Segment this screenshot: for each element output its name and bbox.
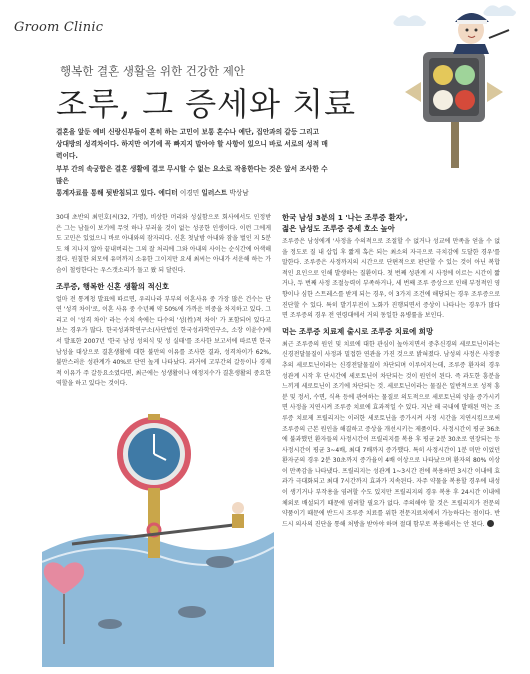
section-heading: 한국 남성 3분의 1 '나는 조루증 환자', 젊은 남성도 조루증 증세 호소 높아: [282, 213, 408, 233]
traffic-light-illustration: [385, 0, 525, 168]
illustrator-name: 박상남: [229, 189, 249, 198]
body-paragraph: [282, 340, 500, 531]
left-column: [56, 213, 271, 394]
body-paragraph: 조루증은 남성에게 '사정을 수의적으로 조절할 수 없거나 성교에 만족을 얻을 수 없을 정도로 질 내 삽입 후 짧게 혹은 되는 최소의 자극으로 극치감에 도달한 경우'를 말한다. 조루증은 사정까지의 시간으로 단편적으로 판단할 수 있는 것이 아닌 복합적인 요인으로 인해 발생하는 질환이다. 첫 번째 성관계 시 사정에 이르는 시간이 짧거나, 두 번째 사정 조절능력이 부족하거나, 세 번째 조루 증상으로 인해 부정적인 영향이나 심한 스트레스를 받게 되는 경우, 이 3가지 조건에 해당되는 경우 조루증으로 진단할 수 있다. 특히 발기부전이 노화가 진행되면서 증상이 나타나는 경우가 많다면 조루증의 경우 전 연령대에서 거의 동일한 유병률을 보인다.: [282, 238, 500, 320]
body-text: 최근 조루증의 원인 및 치료에 대한 관심이 높아지면서 중추신경의 세로토닌이라는 신경전달물질이 사정과 밀접한 연관을 가진 것으로 밝혀졌다. 남성의 사정은 사정중추의 세로토닌이라는 신경전달물질이 차단되며 이루어지는데, 조루증 환자의 경우 성관계 시작 후 단시간에 세로토닌이 차단되는 것이 원인이 된다. 즉 과도한 흥분을 느끼게 세로토닌이 조기에 차단되는 것. 세로토닌이라는 물질은 일반적으로 성적 흥분 및 정서, 수면, 식욕 등에 관여하는 물질로 의도적으로 세로토닌의 양을 증가시키면 사정을 지연시켜 조루증 치료에 효과적일 수 있다. 지난 해 국내에 발매된 먹는 조루증 치료제 프릴리지는 이러한 세로토닌을 증가시켜 사정 시간을 지연시킴으로써 조루증의 근본 원인을 해결하고 증상을 개선시키는 제품이다. 사정시간이 평균 36초에 불과했던 환자들의 사정시간이 프릴리지를 복용 후 평균 2분 30초로 연장되는 등 사정시간이 평균 3~4배, 최대 7배까지 증가했다. 특히 사정시간이 1분 미만 이었던 환자군의 경우 2분 30초까지 증가율이 4배 이상으로 나타났으며 환자의 80% 이상이 만족감을 나타냈다. 프릴리지는 성관계 1~3시간 전에 복용하면 3시간 이내에 효과가 극대화되고 최대 7시간까지 효과가 지속된다. 자주 약물을 복용할 경우에 내성이 생기거나 부작용을 염려할 수도 있지만 프릴리지의 경우 복용 후 24시간 이내에 체외로 배설되기 때문에 염려할 필요가 없다. 주의해야 할 것은 프릴리지가 전문의약품이기 때문에 반드시 조루증 치료를 위한 전문지료처에서 가능하다는 점이다. 반드시 의사의 진단을 통해 처방을 받아야 하며 절대 함부로 복용해서는 안 된다.: [282, 340, 500, 528]
illustrator-label: 일러스트: [201, 189, 228, 198]
lead-line: 결혼을 앞둔 예비 신랑신부들이 흔히 하는 고민이 보통 혼수나 예단, 집안과의 갈등 그리고: [56, 128, 320, 136]
article-subtitle: 행복한 결혼 생활을 위한 건강한 제안: [60, 64, 245, 78]
right-column: [282, 212, 500, 534]
article-title: 조루, 그 증세와 치료: [56, 85, 356, 123]
section-tag: Groom Clinic: [14, 20, 104, 35]
scale-illustration: [42, 412, 274, 667]
end-mark-icon: [487, 520, 494, 527]
lead-line-text: 통계자료를 통해 뒷받침되고 있다.: [56, 189, 156, 198]
editor-name: 이경민: [179, 189, 200, 198]
body-paragraph: 30대 초반의 최민호(씨(32, 가명), 비상한 머리와 성실함으로 회사에서도 인정받은 그는 남들이 보기에 무엇 하나 부러울 것이 없는 성공한 인생이다. 이런 그에게도 고민은 있었으니 바로 아내와의 잠자리다. 신혼 첫날밤 아내와 잠을 벌인 지 5분도 채 지나지 않아 끝내버리는 그의 잘 처리에 그와 아내의 사이는 순식간에 어색해졌다. 원칠한 외모에 유머까지 소유한 그이지만 요새 최씨는 아내가 서운해 하는 가슴이 철렁한다는 우스갯소리가 돌고 왔 되 달린다.: [56, 214, 271, 274]
lead-line: [56, 187, 331, 199]
section-heading: 먹는 조루증 치료제 출시로 조루증 치료에 희망: [282, 326, 434, 336]
credits: [158, 189, 248, 197]
body-paragraph: 얼마 전 통계청 발표에 따르면, 우리나라 부부의 이혼사유 중 가장 많은 건수는 단연 '성격 차이'로, 이혼 사유 중 수년째 약 50%에 가까운 비중을 차지하고 있다. 그리고 이 '성격 차이' 라는 수치 속에는 다수의 '성(性)적 차이' 가 포함되어 있다고 보는 경우가 많다. 한국성과학연구소(사단법인 한국성과학연구소, 소장 이윤수)에서 발표한 2007년 '한국 남성 성의식 및 성 실태'를 조사한 보고서에 따르면 한국 남성을 대상으로 결혼생활에 대한 불만의 이유를 조사한 결과, 성격차이가 62%, 불만스러운 성관계가 40%로 단연 높게 나타났다. 과거에 고부간의 갈등이나 경제적 이유가 주 갈등요소였다면, 최근에는 성생활이나 애정지수가 결혼생활의 중요한 역할을 하고 있다는 것이다.: [56, 295, 271, 388]
lead-paragraph: [56, 126, 331, 199]
editor-label: 에디터: [158, 189, 178, 198]
lead-line: 부부 간의 속궁합은 결혼 생활에 결코 무시할 수 없는 요소로 작용한다는 것은 앞서 조사한 수많은: [56, 164, 328, 185]
section-heading: 조루증, 행복한 신혼 생활의 적신호: [56, 281, 170, 291]
lead-line: 상대방의 성격차이다. 하지만 여기에 꼭 빠지지 말아야 할 사항이 있으니 바로 서로의 성적 매력이다.: [56, 140, 328, 161]
